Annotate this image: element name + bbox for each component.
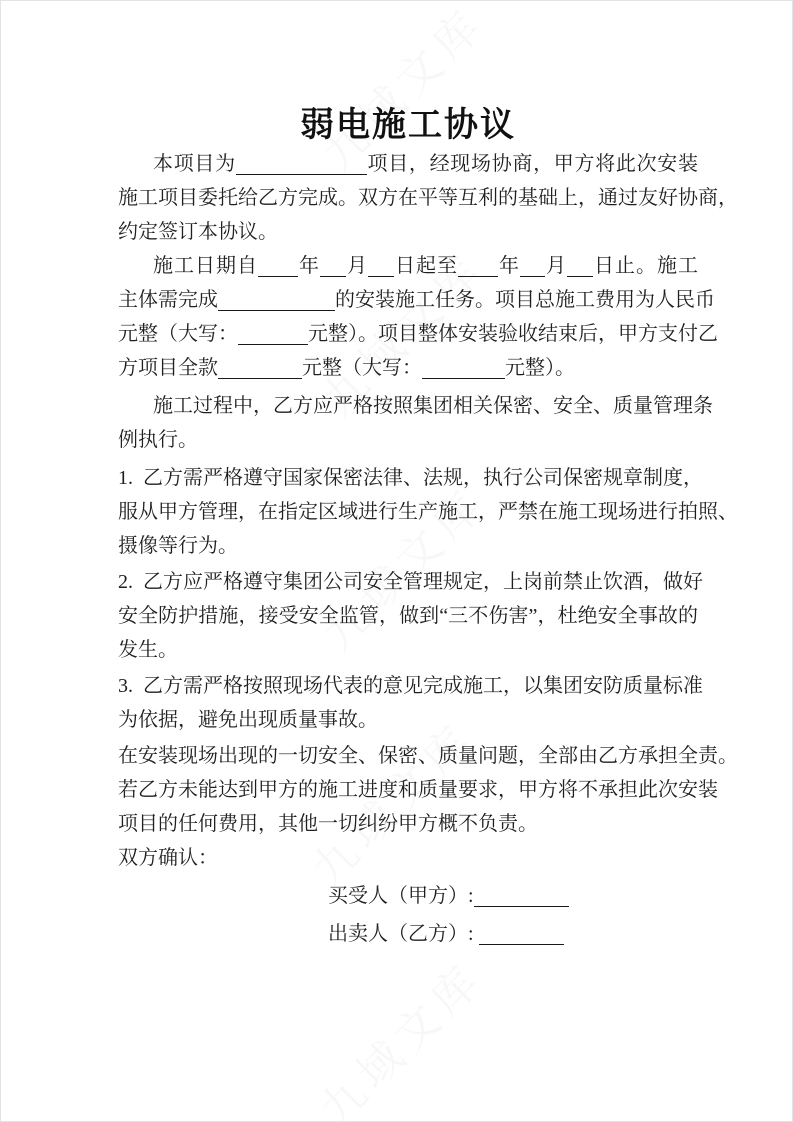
text-segment: 施工日期自 [153,255,258,277]
text-segment: 双方确认： [118,847,218,869]
text-line [118,773,718,807]
text-segment: 摄像等行为。 [118,535,238,557]
text-line [118,599,698,633]
text-segment: 为依据，避免出现质量事故。 [118,709,378,731]
text-segment: 2. 乙方应严格遵守集团公司安全管理规定，上岗前禁止饮酒，做好 [118,571,703,593]
text-segment: 出卖人（乙方）: [328,923,479,945]
blank-field [458,256,498,277]
blank-field [479,924,564,945]
text-segment: 元整）。项目整体安装验收结束后，甲方支付乙 [308,323,718,345]
text-line [118,807,698,841]
blank-field [474,886,569,907]
text-line [118,249,698,283]
text-segment: 元整（大写： [118,323,238,345]
text-line [118,389,713,423]
blank-field [218,358,302,379]
text-segment: 日起至 [394,255,458,277]
text-segment: 安全防护措施，接受安全监管，做到“三不伤害”，杜绝安全事故的 [118,605,698,627]
text-segment: 施工项目委托给乙方完成。双方在平等互利的基础上，通过友好协商， [118,187,738,209]
text-line [118,283,715,317]
text-segment: 3. 乙方需严格按照现场代表的意见完成施工，以集团安防质量标准 [118,675,703,697]
text-segment: 元整（大写： [302,357,422,379]
text-line [118,215,698,249]
text-segment: 项目的任何费用，其他一切纠纷甲方概不负责。 [118,813,538,835]
blank-field [368,256,394,277]
text-segment: 1. 乙方需严格遵守国家保密法律、法规，执行公司保密规章制度， [118,467,703,489]
text-segment: 日止。施工 [593,255,698,277]
text-line [118,529,698,563]
text-line [118,841,698,875]
text-line [118,669,703,703]
blank-field [520,256,545,277]
text-segment: 服从甲方管理，在指定区域进行生产施工，严禁在施工现场进行拍照、 [118,501,738,523]
text-segment: 发生。 [118,639,178,661]
text-segment: 约定签订本协议。 [118,221,278,243]
blank-field [422,358,505,379]
blank-field [218,290,335,311]
text-segment: 在安装现场出现的一切安全、保密、质量问题，全部由乙方承担全责。 [118,745,738,767]
text-segment: 方项目全款 [118,357,218,379]
text-line [118,917,698,951]
blank-field [258,256,298,277]
text-line [118,147,698,181]
text-segment: 例执行。 [118,429,198,451]
text-segment: 月 [545,255,567,277]
text-line [118,461,703,495]
text-line [118,739,738,773]
text-segment: 月 [346,255,368,277]
text-segment: 本项目为 [153,153,236,175]
text-line [118,565,703,599]
text-line [118,351,698,385]
text-segment: 年 [298,255,320,277]
text-line [118,633,698,667]
text-segment: 项目，经现场协商，甲方将此次安装 [366,153,699,175]
watermark-text [303,945,495,1122]
blank-field [567,256,593,277]
text-segment: 元整）。 [505,357,575,379]
text-segment: 买受人（甲方）: [328,885,474,907]
blank-field [236,154,367,175]
text-line [118,423,698,457]
blank-field [238,324,308,345]
text-line [118,703,698,737]
text-line [118,879,698,913]
text-segment: 施工过程中，乙方应严格按照集团相关保密、安全、质量管理条 [153,395,713,417]
text-segment: 的安装施工任务。项目总施工费用为人民币 [335,289,715,311]
text-segment: 主体需完成 [118,289,218,311]
text-line [118,181,738,215]
document-title: 弱电施工协议 [300,106,516,144]
text-segment: 年 [498,255,520,277]
text-line [118,495,738,529]
blank-field [320,256,346,277]
document-body [118,147,738,951]
text-line [118,317,718,351]
text-segment: 若乙方未能达到甲方的施工进度和质量要求，甲方将不承担此次安装 [118,779,718,801]
